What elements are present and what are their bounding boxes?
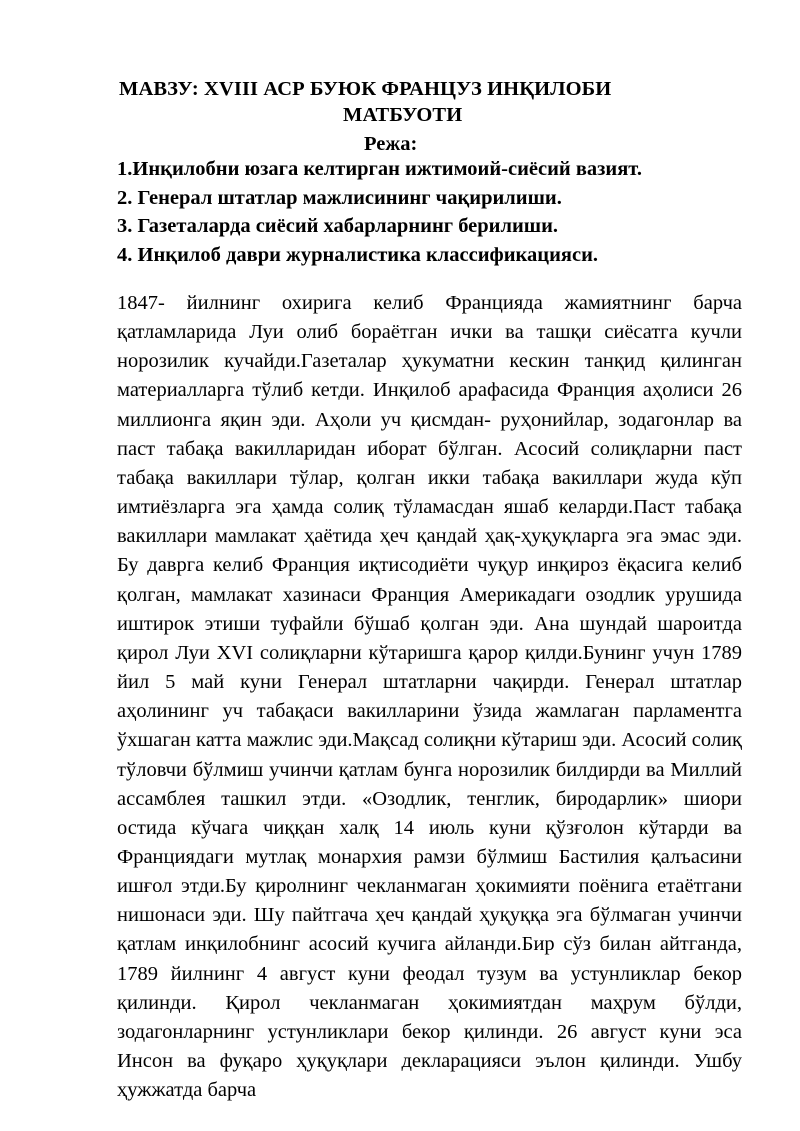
title-line-1: МАВЗУ: XVIII АСР БУЮК ФРАНЦУЗ ИНҚИЛОБИ xyxy=(119,78,612,100)
body-paragraph: 1847- йилнинг охирига келиб Францияда жамиятнинг барча қатламларида Луи олиб бораётган ички ва ташқи сиёсатга кучли норозилик кучайди.Газеталар ҳукуматни кескин танқид қилинган материалларга тўлиб кетди. Инқилоб арафасида Франция аҳолиси 26 миллионга яқин эди. Аҳоли уч қисмдан- руҳонийлар, зодагонлар ва паст табақа вакилларидан иборат бўлган. Асосий солиқларни паст табақа вакиллари тўлар, қолган икки табақа вакиллари жуда кўп имтиёзларга эга ҳамда солиқ тўламасдан яшаб келарди.Паст табақа вакиллари мамлакат ҳаётида ҳеч қандай ҳақ-ҳуқуқларга эга эмас эди. Бу даврга келиб Франция иқтисодиёти чуқур инқироз ёқасига келиб қолган, мамлакат хазинаси Франция Америкадаги озодлик урушида иштирок этиши туфайли бўшаб қолган эди. Ана шундай шароитда қирол Луи XVI солиқларни кўтаришга қарор қилди.Бунинг учун 1789 йил 5 май куни Генерал штатларни чақирди. Генерал штатлар аҳолининг уч табақаси вакилларини ўзида жамлаган парламентга ўхшаган катта мажлис эди.Мақсад солиқни кўтариш эди. Асосий солиқ тўловчи бўлмиш учинчи қатлам бунга норозилик билдирди ва Миллий ассамблея ташкил этди. «Озодлик, тенглик, биродарлик» шиори остида кўчага чиққан халқ 14 июль куни қўзғолон кўтарди ва Франциядаги мутлақ монархия рамзи бўлмиш Бастилия қалъасини ишғол этди.Бу қиролнинг чекланмаган ҳокимияти поёнига етаётгани нишонаси эди. Шу пайтгача ҳеч қандай ҳуқуққа эга бўлмаган учинчи қатлам инқилобнинг асосий кучига айланди.Бир сўз билан айтганда, 1789 йилнинг 4 август куни феодал тузум ва устунликлар бекор қилинди. Қирол чекланмаган ҳокимиятдан маҳрум бўлди, зодагонларнинг устунликлари бекор қилинди. 26 август куни эса Инсон ва фуқаро ҳуқуқлари декларацияси эълон қилинди. Ушбу ҳужжатда барча xyxy=(117,292,742,1102)
plan-item: 1.Инқилобни юзага келтирган ижтимоий-сиёсий вазият. xyxy=(117,158,642,180)
plan-list xyxy=(117,156,757,270)
plan-item: 2. Генерал штатлар мажлисининг чақирилиши. xyxy=(117,186,562,209)
plan-item: 3. Газеталарда сиёсий хабарларнинг берилиши. xyxy=(117,215,559,237)
document-title xyxy=(117,76,742,128)
title-line-2: МАТБУОТИ xyxy=(343,104,463,126)
plan-heading: Режа: xyxy=(364,133,418,155)
plan-item: 4. Инқилоб даври журналистика классификацияси. xyxy=(117,243,599,266)
